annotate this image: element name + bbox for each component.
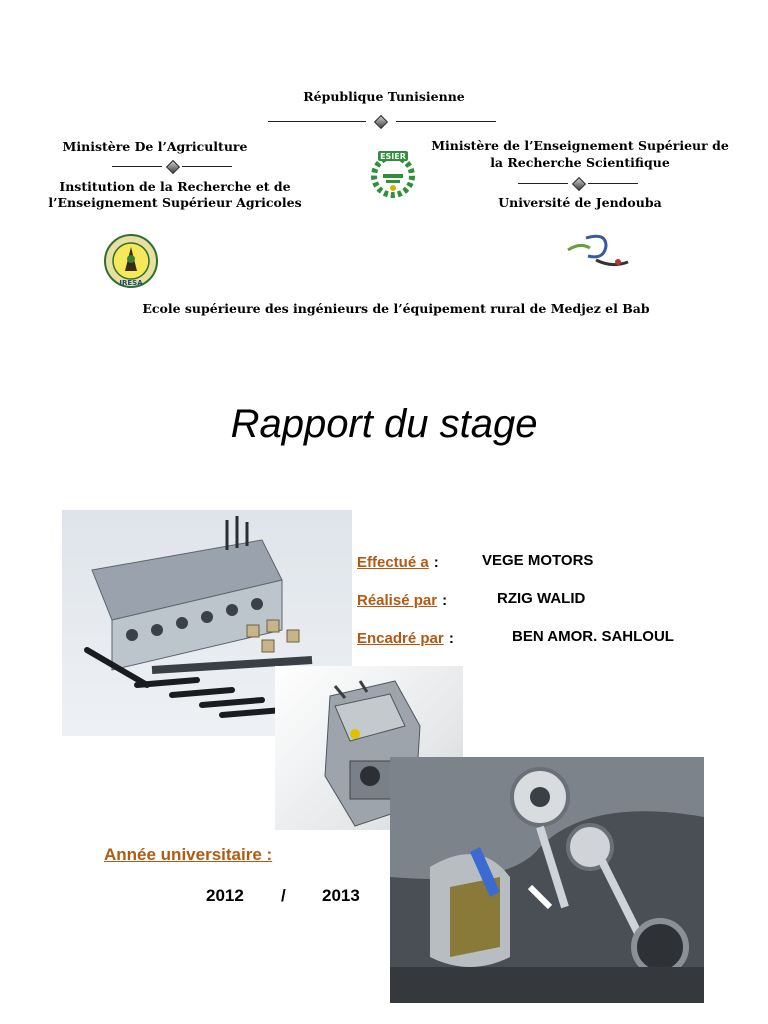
year-start: 2012 xyxy=(206,886,244,905)
left-separator xyxy=(112,161,232,171)
encadre-colon: : xyxy=(448,630,454,647)
iresa-logo-text: IRESA xyxy=(119,279,143,287)
realise-label: Réalisé par xyxy=(357,592,438,609)
engine-cutaway-image xyxy=(390,757,704,1003)
left-institution-line2: l’Enseignement Supérieur Agricoles xyxy=(48,195,302,210)
effectue-colon: : xyxy=(433,554,439,571)
encadre-row xyxy=(357,628,454,647)
left-institution-line1: Institution de la Recherche et de xyxy=(59,179,291,194)
esier-logo-text: ESIER xyxy=(380,152,406,161)
republic-heading: République Tunisienne xyxy=(303,89,465,104)
year-slash: / xyxy=(281,886,286,905)
right-ministry-line2: la Recherche Scientifique xyxy=(490,155,670,170)
jendouba-logo xyxy=(566,232,632,272)
year-label: Année universitaire : xyxy=(104,845,273,864)
realise-colon: : xyxy=(442,592,448,609)
right-university: Université de Jendouba xyxy=(498,195,662,210)
effectue-label: Effectué a xyxy=(357,554,429,571)
encadre-value: BEN AMOR. SAHLOUL xyxy=(512,628,674,645)
report-title: Rapport du stage xyxy=(230,402,538,446)
realise-row xyxy=(357,590,447,609)
iresa-logo xyxy=(103,233,159,289)
encadre-label: Encadré par xyxy=(357,630,444,647)
republic-separator xyxy=(268,116,496,126)
effectue-value: VEGE MOTORS xyxy=(482,552,594,569)
effectue-row xyxy=(357,552,439,571)
realise-value: RZIG WALID xyxy=(497,590,586,607)
left-ministry: Ministère De l’Agriculture xyxy=(62,139,248,154)
esier-logo xyxy=(366,148,420,200)
school-name: Ecole supérieure des ingénieurs de l’équipement rural de Medjez el Bab xyxy=(142,301,650,316)
right-separator xyxy=(518,178,638,188)
year-end: 2013 xyxy=(322,886,360,905)
right-ministry-line1: Ministère de l’Enseignement Supérieur de xyxy=(431,138,729,153)
